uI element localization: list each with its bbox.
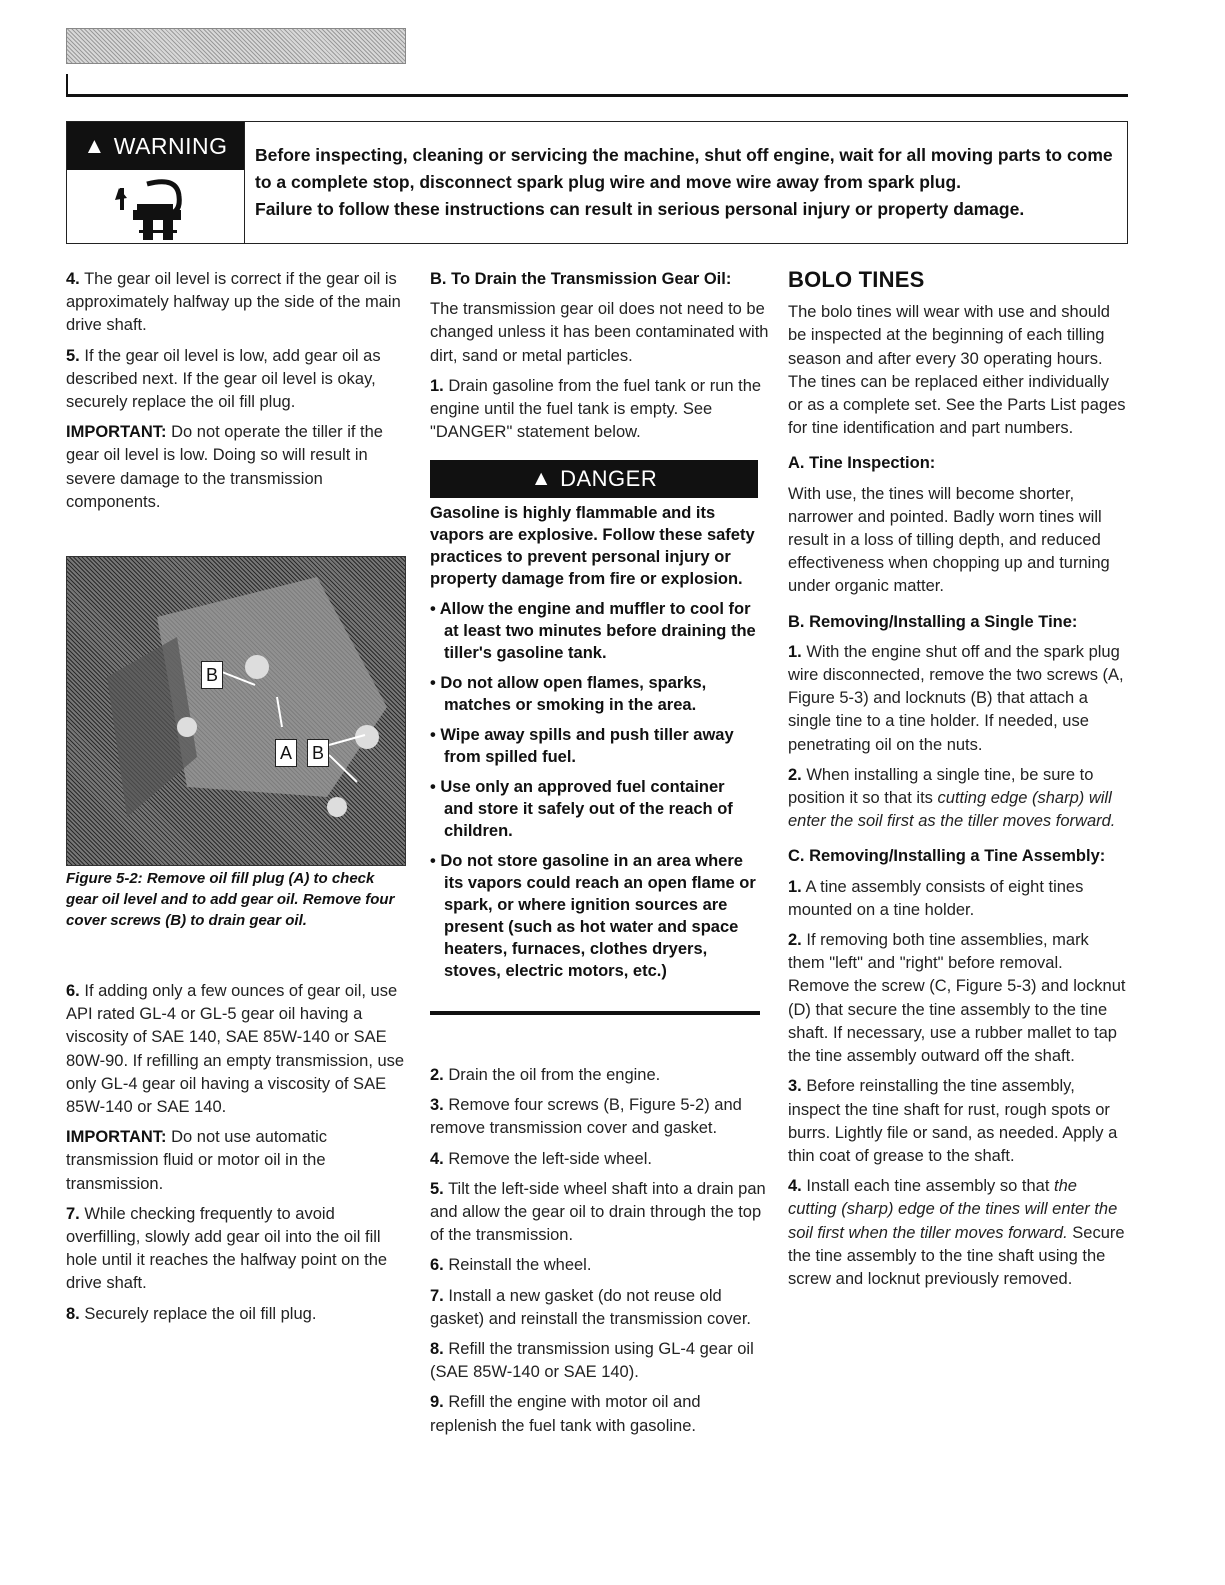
step-number: 1. <box>788 877 802 896</box>
drain-step-3 <box>430 1094 770 1140</box>
header-rule-tick <box>66 74 68 96</box>
step-number: 6. <box>430 1256 444 1275</box>
callout-b-2: B <box>307 739 329 767</box>
warning-text <box>255 142 1115 223</box>
danger-notice <box>430 502 758 990</box>
step-number: 3. <box>430 1096 444 1115</box>
step-text: Remove the left-side wheel. <box>448 1149 652 1168</box>
important-note-2 <box>66 1126 406 1196</box>
drain-step-5 <box>430 1178 770 1248</box>
section-intro: The transmission gear oil does not need to be changed unless it has been contaminated with dirt, sand or metal particles. <box>430 300 769 365</box>
step-text: Reinstall the wheel. <box>448 1256 592 1275</box>
photo-illustration <box>67 557 406 866</box>
figure-caption: Figure 5-2: Remove oil fill plug (A) to check gear oil level and to add gear oil. Remove four cover screws (B) to drain gear oil. <box>66 870 395 929</box>
column-2 <box>430 268 770 451</box>
important-label: IMPORTANT: <box>66 1128 167 1147</box>
step-number: 1. <box>788 642 802 661</box>
step-text: Drain the oil from the engine. <box>448 1066 661 1084</box>
step-text: While checking frequently to avoid overfilling, slowly add gear oil into the oil fill hole until it reaches the halfway point on the drive shaft. <box>66 1204 388 1293</box>
important-note-1 <box>66 421 406 514</box>
figure-5-2-photo <box>66 556 406 866</box>
warning-triangle-icon: ▲ <box>83 133 106 158</box>
step-number: 2. <box>430 1066 444 1084</box>
single-tine-step-1 <box>788 641 1126 757</box>
drain-step-6 <box>430 1254 770 1277</box>
step-number: 7. <box>430 1286 444 1305</box>
subheading-text: A. Tine Inspection: <box>788 454 936 473</box>
step-number: 9. <box>430 1393 444 1412</box>
callout-b-1: B <box>201 661 223 689</box>
danger-triangle-icon: ▲ <box>530 467 553 490</box>
step-text: Drain gasoline from the fuel tank or run the engine until the fuel tank is empty. See "DANGER" statement below. <box>430 376 762 442</box>
disconnect-spark-plug-icon <box>107 174 207 240</box>
step-number: 4. <box>788 1177 802 1196</box>
danger-rule <box>430 1011 760 1015</box>
step-text: A tine assembly consists of eight tines mounted on a tine holder. <box>788 877 1084 919</box>
section-heading <box>430 268 770 291</box>
step-text: With the engine shut off and the spark plug wire disconnected, remove the two screws (A, Figure 5-3) and locknuts (B) that attach a single tine to a tine holder. If needed, use penetrating oil on the nuts. <box>788 642 1124 754</box>
step-number: 1. <box>430 376 444 395</box>
callout-a: A <box>275 739 297 767</box>
danger-label <box>430 460 758 498</box>
drain-step-7 <box>430 1285 770 1331</box>
column-2-lower <box>430 1064 770 1445</box>
warning-label-text: WARNING <box>113 132 228 159</box>
tine-assembly-step-3 <box>788 1075 1126 1168</box>
subheading-text: C. Removing/Installing a Tine Assembly: <box>788 847 1106 866</box>
step-number: 5. <box>66 346 80 365</box>
section-heading-text: B. To Drain the Transmission Gear Oil: <box>430 270 732 288</box>
step-5 <box>66 345 406 415</box>
step-text: Securely replace the oil fill plug. <box>84 1304 317 1323</box>
warning-box <box>66 121 1128 244</box>
danger-bullet: • Allow the engine and muffler to cool for at least two minutes before draining the tiller's gasoline tank. <box>430 600 756 662</box>
step-text: Refill the transmission using GL-4 gear oil (SAE 85W-140 or SAE 140). <box>430 1340 754 1382</box>
step-emphasis: cutting edge (sharp) will enter the soil first as the tiller moves forward. <box>788 789 1116 831</box>
step-number: 6. <box>66 982 80 1000</box>
danger-bullet-text: Use only an approved fuel container and store it safely out of the reach of children. <box>440 778 733 840</box>
tine-assembly-step-2 <box>788 929 1126 1068</box>
drain-step-4 <box>430 1148 770 1171</box>
header-rule <box>66 94 1128 97</box>
column-1-lower <box>66 980 406 1333</box>
bolo-intro: The bolo tines will wear with use and should be inspected at the beginning of each tilling season and after every 30 operating hours. The tines can be replaced either individually or as a complete set. See the Parts List pages for tine identification and part numbers. <box>788 303 1126 438</box>
step-7 <box>66 1203 406 1296</box>
tine-assembly-step-4 <box>788 1175 1126 1291</box>
warning-label <box>67 122 244 170</box>
subheading-text: B. Removing/Installing a Single Tine: <box>788 612 1078 631</box>
step-number: 4. <box>430 1149 444 1168</box>
danger-bullet-text: Do not allow open flames, sparks, matches or smoking in the area. <box>440 674 707 714</box>
tine-inspection-text: With use, the tines will become shorter, narrower and pointed. Badly worn tines will result in a loss of tilling depth, and reduced effectiveness when chopping up and turning under organic matter. <box>788 484 1110 596</box>
column-1 <box>66 268 406 521</box>
step-text: Tilt the left-side wheel shaft into a drain pan and allow the gear oil to drain through the top of the transmission. <box>430 1179 766 1245</box>
warning-line-2: Failure to follow these instructions can result in serious personal injury or property damage. <box>255 199 1025 219</box>
step-number: 8. <box>430 1340 444 1359</box>
bolo-tines-title: BOLO TINES <box>788 267 925 292</box>
warning-line-1: Before inspecting, cleaning or servicing the machine, shut off engine, wait for all moving parts to come to a complete stop, disconnect spark plug wire and move wire away from spark plug. <box>255 145 1113 192</box>
step-4 <box>66 268 406 338</box>
step-number: 5. <box>430 1179 444 1198</box>
step-text: If adding only a few ounces of gear oil, use API rated GL-4 or GL-5 gear oil having a viscosity of SAE 140, SAE 85W-140 or SAE 80W-90. If refilling an empty transmission, use only GL-4 gear oil having a viscosity of SAE 85W-140 or SAE 140. <box>66 982 405 1117</box>
danger-bullet: • Do not allow open flames, sparks, matches or smoking in the area. <box>430 674 707 714</box>
danger-intro: Gasoline is highly flammable and its vapors are explosive. Follow these safety practices to prevent personal injury or property damage from fire or explosion. <box>430 504 755 588</box>
warning-badge <box>67 122 245 243</box>
tine-assembly-step-1 <box>788 876 1126 922</box>
step-number: 4. <box>66 270 80 288</box>
step-text: If the gear oil level is low, add gear oil as described next. If the gear oil level is okay, securely replace the oil fill plug. <box>66 346 381 412</box>
step-text: Install each tine assembly so that <box>806 1177 1050 1196</box>
step-text: Before reinstalling the tine assembly, inspect the tine shaft for rust, rough spots or burrs. Lightly file or sand, as needed. Apply a thin coat of grease to the shaft. <box>788 1077 1118 1165</box>
step-text: Secure the tine assembly to the tine shaft using the screw and locknut previously removed. <box>788 1223 1125 1288</box>
step-8 <box>66 1303 406 1326</box>
important-text: Do not use automatic transmission fluid or motor oil in the transmission. <box>66 1128 328 1193</box>
step-6 <box>66 980 406 1119</box>
step-number: 8. <box>66 1304 80 1323</box>
danger-bullet: • Do not store gasoline in an area where its vapors could reach an open flame or spark, or where ignition sources are present (such as hot water and space heaters, furnaces, clothes dryers, stoves, electric motors, etc.) <box>430 852 756 980</box>
danger-bullet-text: Allow the engine and muffler to cool for at least two minutes before draining the tiller's gasoline tank. <box>439 600 756 662</box>
step-text: Remove four screws (B, Figure 5-2) and remove transmission cover and gasket. <box>430 1096 742 1138</box>
danger-bullet: • Wipe away spills and push tiller away from spilled fuel. <box>430 726 734 766</box>
important-text: Do not operate the tiller if the gear oil level is low. Doing so will result in severe damage to the transmission components. <box>66 423 383 511</box>
section-header-band <box>66 28 406 64</box>
step-emphasis: the cutting (sharp) edge of the tines will enter the soil first when the tiller moves forward. <box>788 1177 1118 1242</box>
single-tine-heading <box>788 611 1126 634</box>
drain-step-1 <box>430 375 770 445</box>
danger-bullets <box>430 598 758 982</box>
step-text: Install a new gasket (do not reuse old gasket) and reinstall the transmission cover. <box>430 1286 751 1328</box>
important-label: IMPORTANT: <box>66 423 167 442</box>
step-number: 7. <box>66 1204 80 1223</box>
step-number: 2. <box>788 765 802 784</box>
column-3 <box>788 268 1126 1298</box>
single-tine-step-2 <box>788 764 1126 834</box>
step-text: The gear oil level is correct if the gear oil is approximately halfway up the side of the main drive shaft. <box>66 270 401 335</box>
step-text: When installing a single tine, be sure to position it so that its <box>788 765 1094 808</box>
danger-bullet-text: Wipe away spills and push tiller away from spilled fuel. <box>440 726 734 766</box>
danger-bullet-text: Do not store gasoline in an area where its vapors could reach an open flame or spark, or where ignition sources are present (such as hot water and space heaters, furnaces, clothes dryers, stoves, electric motors, etc.) <box>440 852 756 980</box>
tine-inspection-heading <box>788 452 1126 475</box>
drain-step-2 <box>430 1064 770 1087</box>
danger-label-text: DANGER <box>560 466 658 491</box>
step-number: 3. <box>788 1077 802 1096</box>
tine-assembly-heading <box>788 845 1126 868</box>
drain-step-8 <box>430 1338 770 1384</box>
step-text: If removing both tine assemblies, mark them "left" and "right" before removal. Remove the screw (C, Figure 5-3) and locknut (D) that secure the tine assembly to the tine shaft. If necessary, use a rubber mallet to tap the tine assembly outward off the shaft. <box>788 931 1126 1066</box>
danger-bullet: • Use only an approved fuel container and store it safely out of the reach of children. <box>430 778 733 840</box>
drain-step-9 <box>430 1391 770 1437</box>
step-text: Refill the engine with motor oil and replenish the fuel tank with gasoline. <box>430 1393 701 1435</box>
step-number: 2. <box>788 931 802 950</box>
